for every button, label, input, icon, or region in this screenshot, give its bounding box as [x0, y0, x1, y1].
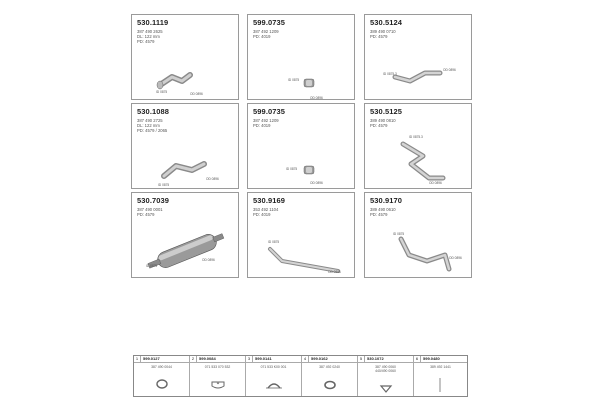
outer-diameter-label: OD 0896 [328, 270, 341, 274]
accessory-number: 2 [190, 356, 197, 362]
clamp-ring-icon [134, 356, 190, 396]
accessory-reference: 387 492 0240 [319, 365, 340, 369]
outer-diameter-label: OD 0896 [310, 181, 323, 185]
part-reference: 389 490 0710 PD: 4579 [370, 29, 396, 39]
accessory-cell[interactable] [134, 356, 190, 396]
part-code: 530.9170 [370, 196, 403, 205]
part-card[interactable] [131, 192, 239, 278]
accessory-number: 1 [134, 356, 141, 362]
sleeve-drawing [248, 15, 356, 101]
bolt-icon [414, 356, 467, 396]
flange-icon [358, 356, 414, 396]
accessory-number: 6 [414, 356, 421, 362]
accessory-code: 599.0141 [255, 356, 272, 361]
bracket-icon [246, 356, 302, 396]
part-reference: 387 490 2725 DL: 122 mm PD: 4579 / 2065 [137, 118, 168, 133]
part-card[interactable] [364, 14, 472, 100]
inner-diameter-label: ID 0875.3 [383, 72, 397, 76]
long-pipe-drawing [248, 193, 356, 279]
accessory-cell[interactable] [190, 356, 246, 396]
part-reference: 387 492 1209 PD: 4019 [253, 29, 279, 39]
part-reference: 389 490 0810 PD: 4579 [370, 118, 396, 128]
inner-diameter-label: ID 0875 [146, 264, 158, 268]
outer-diameter-label: OD 0896 [206, 177, 219, 181]
inner-diameter-label: ID 0875 [156, 90, 168, 94]
part-card[interactable] [247, 192, 355, 278]
inner-diameter-label: ID 0875 [393, 232, 405, 236]
accessory-cell[interactable] [302, 356, 358, 396]
part-code: 530.1119 [137, 18, 169, 27]
part-code: 530.5125 [370, 107, 403, 116]
part-code: 530.7039 [137, 196, 170, 205]
outer-diameter-label: OD 0896 [449, 256, 462, 260]
accessories-strip [133, 355, 468, 397]
part-code: 530.1088 [137, 107, 170, 116]
outer-diameter-label: OD 0896 [429, 181, 442, 185]
accessory-cell[interactable] [414, 356, 467, 396]
accessory-reference: 071 533 070 532 [204, 365, 231, 369]
part-card[interactable] [131, 103, 239, 189]
outer-diameter-label: OD 0896 [443, 68, 456, 72]
part-card[interactable] [364, 103, 472, 189]
part-reference: 387 490 2625 DL: 122 mm PD: 4579 [137, 29, 163, 44]
muffler-drawing [132, 193, 240, 279]
inner-diameter-label: ID 0875.3 [409, 135, 423, 139]
part-reference: 387 492 1209 PD: 4019 [253, 118, 279, 128]
sleeve-drawing [248, 104, 356, 190]
part-reference: 387 490 0001 PD: 4579 [137, 207, 163, 217]
part-card[interactable] [131, 14, 239, 100]
part-code: 599.0735 [253, 18, 286, 27]
part-reference: 389 490 0610 PD: 4579 [370, 207, 396, 217]
outer-diameter-label: OD 0896 [190, 92, 203, 96]
accessory-number: 3 [246, 356, 253, 362]
inner-diameter-label: ID 0875 [158, 183, 170, 187]
part-card[interactable] [364, 192, 472, 278]
part-card[interactable] [247, 14, 355, 100]
accessory-cell[interactable] [246, 356, 302, 396]
accessory-code: 530.1072 [367, 356, 384, 361]
s-bend-pipe-drawing [365, 104, 473, 190]
part-code: 530.9169 [253, 196, 286, 205]
accessory-code: 599.0084 [199, 356, 216, 361]
accessory-reference: 389 492 1441 [430, 365, 451, 369]
inner-diameter-label: ID 0875 [268, 240, 280, 244]
elbow-pipe-drawing [132, 15, 240, 101]
u-clamp-icon [190, 356, 246, 396]
accessory-reference: 387 490 0044 [151, 365, 172, 369]
inner-diameter-label: ID 0875 [288, 78, 300, 82]
part-code: 599.0735 [253, 107, 286, 116]
part-card[interactable] [247, 103, 355, 189]
elbow-pipe-drawing [132, 104, 240, 190]
accessory-number: 5 [358, 356, 365, 362]
part-code: 530.5124 [370, 18, 403, 27]
bent-pipe-drawing [365, 15, 473, 101]
accessory-code: 599.0162 [311, 356, 328, 361]
outer-diameter-label: OD 0896 [202, 258, 215, 262]
part-reference: 353 492 1104 PD: 4019 [253, 207, 279, 217]
gasket-ring-icon [302, 356, 358, 396]
accessory-code: 599.0480 [423, 356, 440, 361]
curved-pipe-drawing [365, 193, 473, 279]
outer-diameter-label: OD 0896 [310, 96, 323, 100]
accessory-cell[interactable] [358, 356, 414, 396]
accessory-code: 599.0127 [143, 356, 160, 361]
accessory-number: 4 [302, 356, 309, 362]
accessory-reference: 387 490 0060 440/490 0060 [375, 365, 396, 373]
accessory-reference: 071 533 K00 001 [260, 365, 287, 369]
inner-diameter-label: ID 0875 [286, 167, 298, 171]
